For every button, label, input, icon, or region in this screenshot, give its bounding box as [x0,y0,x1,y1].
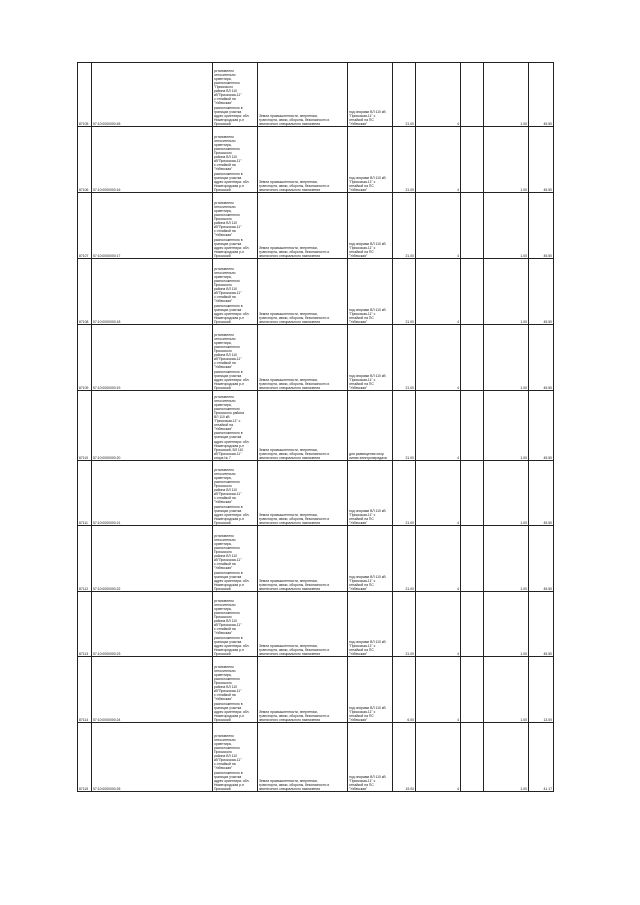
land-category: Земли промышленности, энергетики, транспорта, связи, обороны, безопасности и земли иного специального назначения [258,391,348,461]
empty-cell [461,63,484,127]
area-value: 6.00 [393,657,416,723]
permitted-use: под опорами ВЛ 110 кВ "Приокская-11" с отпайкой на ПС "Узбекская" [348,461,393,526]
empty-cell [461,461,484,526]
coefficient-value: 1.00 [484,259,529,325]
coefficient-value: 1.00 [484,325,529,391]
coefficient-value: 1.00 [484,391,529,461]
area-value: 21.00 [393,461,416,526]
area-value: 21.00 [393,325,416,391]
area-value: 21.00 [393,63,416,127]
cadastral-number: 57:10:0000000:16 [92,127,213,193]
land-category: Земли промышленности, энергетики, транспорта, связи, обороны, безопасности и земли иного специального назначения [258,193,348,259]
cadastral-number: 57:10:0000000:23 [92,592,213,657]
cadastral-number: 57:10:0000000:17 [92,193,213,259]
amount-value: 45.50 [529,526,554,592]
land-category: Земли промышленности, энергетики, транспорта, связи, обороны, безопасности и земли иного специального назначения [258,325,348,391]
area-value: 21.00 [393,193,416,259]
empty-cell [461,657,484,723]
location-description: установлено относительно ориентира, расположенного Приокского района ВЛ 110 кВ"Приокская-11" с отпайкой на "Узбекская" расположенного в границах участка адрес ориентира: обл. Нижегородская р-н Приокский [213,526,258,592]
permitted-use: под опорами ВЛ 110 кВ "Приокская-11" с отпайкой на ПС "Узбекская" [348,63,393,127]
table-row [78,391,554,461]
area-value: 21.00 [393,259,416,325]
table-row [78,63,554,127]
amount-value: 45.50 [529,461,554,526]
coefficient-value: 1.00 [484,723,529,792]
permitted-use: под опорами ВЛ 110 кВ "Приокская-11" с отпайкой на ПС "Узбекская" [348,193,393,259]
permitted-use: под опорами ВЛ 110 кВ "Приокская-11" с отпайкой на ПС "Узбекская" [348,657,393,723]
land-register-table [77,62,554,792]
permitted-use: под опорами ВЛ 110 кВ "Приокская-11" с отпайкой на ПС "Узбекская" [348,325,393,391]
permitted-use: для размещения опор линии электропередачи [348,391,393,461]
table-row [78,127,554,193]
unit-code: 4 [416,461,461,526]
permitted-use: под опорами ВЛ 110 кВ "Приокская-11" с отпайкой на ПС "Узбекская" [348,592,393,657]
table-row [78,193,554,259]
unit-code: 4 [416,391,461,461]
land-category: Земли промышленности, энергетики, транспорта, связи, обороны, безопасности и земли иного специального назначения [258,461,348,526]
cadastral-number: 57:10:0000000:20 [92,391,213,461]
location-description: установлено относительно ориентира, расположенного "Приокского района ВЛ 110 кВ"Приокская-11" с отпайкой на "Узбекская" расположенного в границах участка адрес ориентира: обл. Нижегородская р-н Приокский [213,63,258,127]
unit-code: 4 [416,723,461,792]
unit-code: 4 [416,325,461,391]
location-description: установлено относительно ориентира, расположенного Приокского района ВЛ 110 кВ"Приокская-11" с отпайкой на "Узбекская" расположенного в границах участка адрес ориентира: обл. Нижегородская р-н Приокский [213,461,258,526]
unit-code: 4 [416,657,461,723]
amount-value: 45.50 [529,127,554,193]
empty-cell [461,391,484,461]
empty-cell [461,526,484,592]
table-row [78,325,554,391]
empty-cell [461,127,484,193]
empty-cell [461,193,484,259]
unit-code: 4 [416,193,461,259]
unit-code: 4 [416,63,461,127]
unit-code: 4 [416,127,461,193]
land-category: Земли промышленности, энергетики, транспорта, связи, обороны, безопасности и земли иного специального назначения [258,127,348,193]
amount-value: 45.50 [529,193,554,259]
land-category: Земли промышленности, энергетики, транспорта, связи, обороны, безопасности и земли иного специального назначения [258,723,348,792]
cadastral-number: 57:10:0000000:21 [92,461,213,526]
unit-code: 4 [416,259,461,325]
table-row [78,592,554,657]
row-number: 87115 [78,723,92,792]
land-category: Земли промышленности, энергетики, транспорта, связи, обороны, безопасности и земли иного специального назначения [258,259,348,325]
row-number: 87113 [78,592,92,657]
cadastral-number: 57:10:0000000:25 [92,723,213,792]
location-description: установлено относительно ориентира, расположенного Приокского района ВЛ 110 кВ"Приокская-11" с отпайкой на "Узбекская" расположенного в границах участка адрес ориентира: обл. Нижегородская р-н Приокский [213,127,258,193]
amount-value: 45.50 [529,325,554,391]
location-description: установлено относительно ориентира, расположенного Приокского района ВЛ 110 кВ"Приокская-11" с отпайкой на "Узбекская" расположенного в границах участка адрес ориентира: обл. Нижегородская р-н Приокский [213,657,258,723]
empty-cell [461,259,484,325]
cadastral-number: 57:10:0000000:45 [92,63,213,127]
coefficient-value: 1.00 [484,63,529,127]
coefficient-value: 1.00 [484,657,529,723]
permitted-use: под опорами ВЛ 110 кВ "Приокская-11" с отпайкой на ПС "Узбекская" [348,127,393,193]
empty-cell [461,723,484,792]
land-category: Земли промышленности, энергетики, транспорта, связи, обороны, безопасности и земли иного специального назначения [258,63,348,127]
cadastral-number: 57:10:0000000:22 [92,526,213,592]
row-number: 87112 [78,526,92,592]
table-row [78,526,554,592]
coefficient-value: 1.00 [484,592,529,657]
amount-value: 41.17 [529,723,554,792]
row-number: 87106 [78,127,92,193]
location-description: установлено относительно ориентира, расположенного Приокского района ВЛ 110 кВ "Приокская-11" с отпайкой на "Узбекская" расположенного в границах участка адрес ориентира: обл. Нижегородская р-н Приокский, ВЛ 110 кВ"Приокская-11" опора № 7 [213,391,258,461]
empty-cell [461,325,484,391]
amount-value: 45.50 [529,592,554,657]
location-description: установлено относительно ориентира, расположенного Приокского района ВЛ 110 кВ"Приокская-11" с отпайкой на "Узбекская" расположенного в границах участка адрес ориентира: обл. Нижегородская р-н Приокский [213,193,258,259]
area-value: 21.00 [393,526,416,592]
row-number: 87111 [78,461,92,526]
cadastral-number: 57:10:0000000:19 [92,325,213,391]
row-number: 87108 [78,259,92,325]
permitted-use: под опорами ВЛ 110 кВ "Приокская-11" с отпайкой на ПС "Узбекская" [348,526,393,592]
cadastral-number: 57:10:0000000:18 [92,259,213,325]
land-category: Земли промышленности, энергетики, транспорта, связи, обороны, безопасности и земли иного специального назначения [258,592,348,657]
table-body [78,63,554,792]
area-value: 21.00 [393,391,416,461]
row-number: 87114 [78,657,92,723]
table-row [78,259,554,325]
amount-value: 13.00 [529,657,554,723]
row-number: 87107 [78,193,92,259]
unit-code: 4 [416,526,461,592]
row-number: 87110 [78,391,92,461]
land-category: Земли промышленности, энергетики, транспорта, связи, обороны, безопасности и земли иного специального назначения [258,657,348,723]
cadastral-number: 57:10:0000000:24 [92,657,213,723]
location-description: установлено относительно ориентира, расположенного Приокского района ВЛ 110 кВ"Приокская-11" с отпайкой на "Узбекская" расположенного в границах участка адрес ориентира: обл. Нижегородская р-н Приокский [213,592,258,657]
row-number: 87109 [78,325,92,391]
amount-value: 45.50 [529,63,554,127]
location-description: установлено относительно ориентира, расположенного Приокского района ВЛ 110 кВ"Приокская-11" с отпайкой на "Узбекская" расположенного в границах участка адрес ориентира: обл. Нижегородская р-н Приокский [213,723,258,792]
location-description: установлено относительно ориентира, расположенного Приокского района ВЛ 110 кВ"Приокская-11" с отпайкой на "Узбекская" расположенного в границах участка адрес ориентира: обл. Нижегородская р-н Приокский [213,259,258,325]
area-value: 19.00 [393,723,416,792]
row-number: 87105 [78,63,92,127]
table-row [78,461,554,526]
coefficient-value: 1.00 [484,461,529,526]
coefficient-value: 1.00 [484,127,529,193]
empty-cell [461,592,484,657]
land-category: Земли промышленности, энергетики, транспорта, связи, обороны, безопасности и земли иного специального назначения [258,526,348,592]
location-description: установлено относительно ориентира, расположенного Приокского района ВЛ 110 кВ"Приокская-11" с отпайкой на "Узбекская" расположенного в границах участка адрес ориентира: обл. Нижегородская р-н Приокский [213,325,258,391]
permitted-use: под опорами ВЛ 110 кВ "Приокская-11" с отпайкой на ПС "Узбекская" [348,723,393,792]
unit-code: 4 [416,592,461,657]
amount-value: 45.50 [529,391,554,461]
area-value: 21.00 [393,127,416,193]
area-value: 21.00 [393,592,416,657]
table-row [78,657,554,723]
permitted-use: под опорами ВЛ 110 кВ "Приокская-11" с отпайкой на ПС "Узбекская" [348,259,393,325]
amount-value: 45.50 [529,259,554,325]
coefficient-value: 1.00 [484,526,529,592]
coefficient-value: 1.00 [484,193,529,259]
table-row [78,723,554,792]
